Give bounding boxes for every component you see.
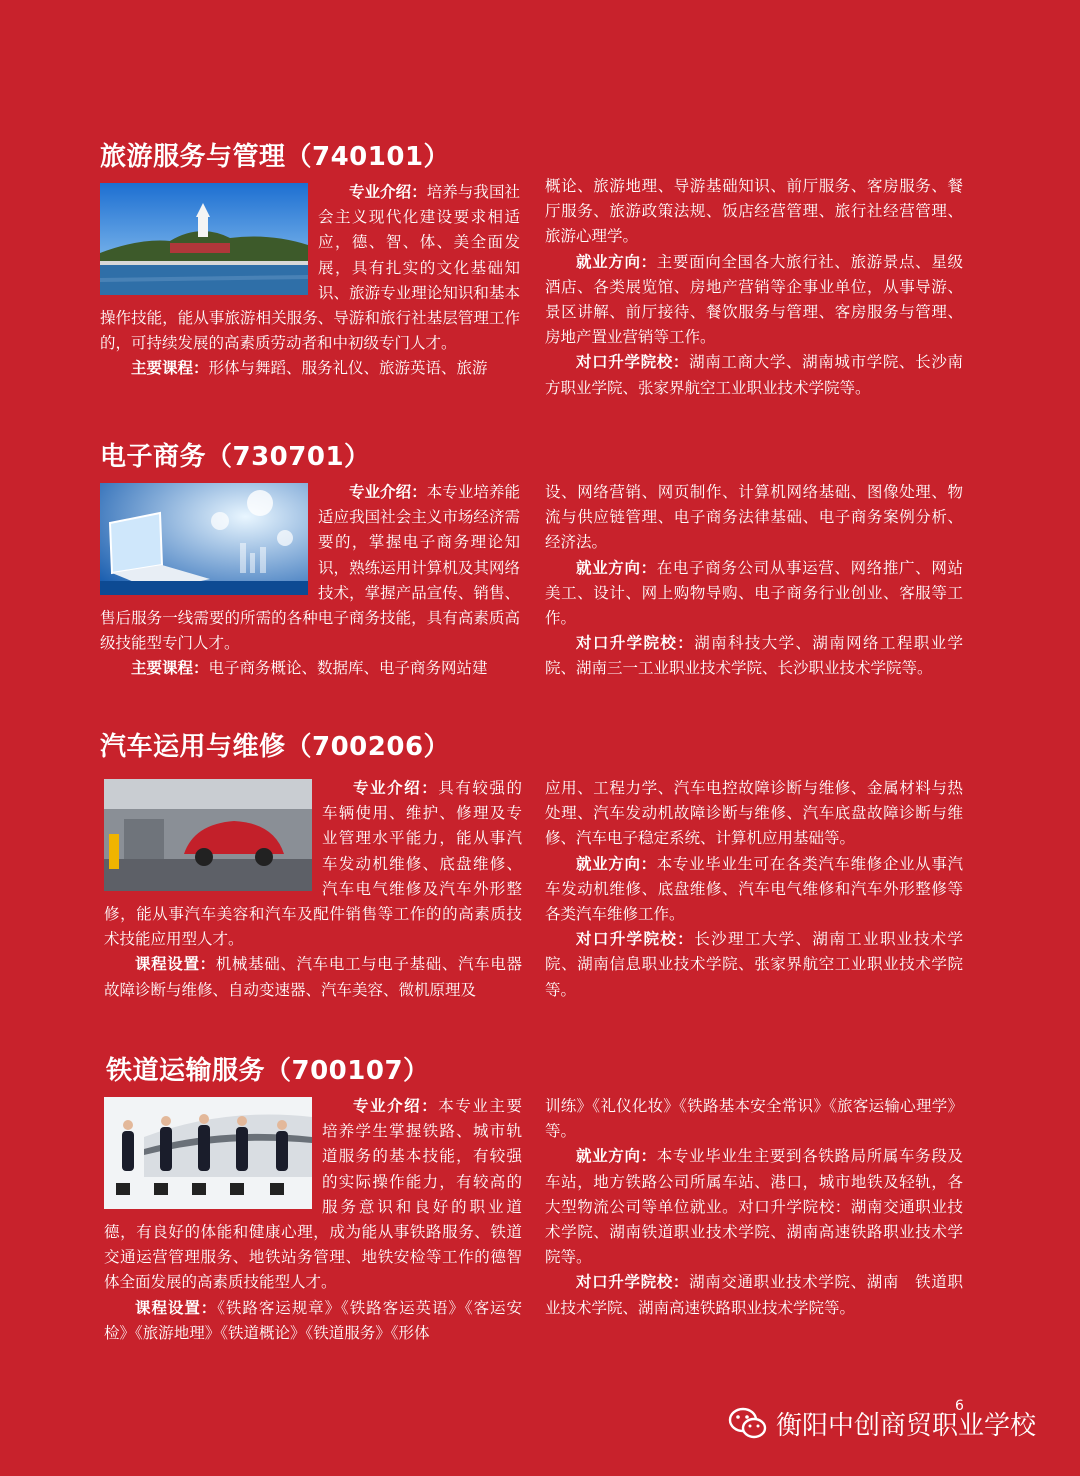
railway-photo (104, 1097, 312, 1209)
label: 专业介绍： (353, 779, 439, 797)
paragraph (100, 656, 520, 681)
left-column (104, 776, 522, 1003)
paragraph (545, 250, 963, 351)
section-title: 汽车运用与维修（700206） (100, 732, 451, 762)
text: 本专业主要培养学生掌握铁路、城市轨道服务的基本技能，有较强的实际操作能力，有较高的服务意识和良好的职业道德，有良好的体能和健康心理，成为能从事铁路服务、铁道交通运营管理服务、地铁站务管理、地铁安检等工作的德智体全面发展的高素质技能型人才。 (104, 1097, 522, 1292)
left-column (100, 180, 520, 382)
label: 专业介绍： (349, 483, 427, 501)
text: 主要面向全国各大旅行社、旅游景点、星级酒店、各类展览馆、房地产营销等企事业单位，从事导游、景区讲解、前厅接待、餐饮服务与管理、客房服务与管理、房地产置业营销等工作。 (545, 252, 963, 347)
text: 在电子商务公司从事运营、网络推广、网站美工、设计、网上购物导购、电子商务行业创业、客服等工作。 (545, 558, 963, 628)
text: 概论、旅游地理、导游基础知识、前厅服务、客房服务、餐厅服务、旅游政策法规、饭店经营管理、旅行社经营管理、旅游心理学。 (545, 177, 963, 246)
text: 应用、工程力学、汽车电控故障诊断与维修、金属材料与热处理、汽车发动机故障诊断与维修、汽车底盘故障诊断与维修、汽车电子稳定系统、计算机应用基础等。 (545, 779, 963, 848)
label: 对口升学院校： (576, 1273, 690, 1292)
text: 形体与舞蹈、服务礼仪、旅游英语、旅游 (208, 359, 488, 378)
paragraph (545, 852, 963, 928)
text: 湖南工商大学、湖南城市学院、长沙南方职业学院、张家界航空工业职业技术学院等。 (545, 353, 963, 397)
paragraph (545, 927, 963, 1003)
text: 《铁路客运规章》《铁路客运英语》《客运安检》《旅游地理》《铁道概论》《铁道服务》《形体 (104, 1298, 522, 1342)
text: 长沙理工大学、湖南工业职业技术学院、湖南信息职业技术学院、张家界航空工业职业技术学院等。 (545, 930, 963, 999)
text: 机械基础、汽车电工与电子基础、汽车电器故障诊断与维修、自动变速器、汽车美容、微机原理及 (104, 955, 522, 999)
right-column (545, 776, 963, 1003)
paragraph (545, 556, 963, 632)
footer-brand (728, 1405, 1036, 1442)
automotive-photo (104, 779, 312, 891)
paragraph (545, 1094, 963, 1144)
text: 本专业培养能适应我国社会主义市场经济需要的，掌握电子商务理论知识，熟练运用计算机及其网络技术，掌握产品宣传、销售、售后服务一线需要的所需的各种电子商务技能，具有高素质高级技能型专门人才。 (100, 483, 520, 653)
paragraph (545, 776, 963, 852)
label: 对口升学院校： (576, 353, 690, 372)
label: 就业方向： (576, 558, 657, 577)
text: 电子商务概论、数据库、电子商务网站建 (208, 659, 488, 678)
paragraph (104, 952, 522, 1002)
wechat-icon (728, 1407, 768, 1441)
paragraph (545, 174, 963, 250)
right-column (545, 174, 963, 401)
label: 课程设置： (135, 955, 216, 974)
text: 湖南科技大学、湖南网络工程职业学院、湖南三一工业职业技术学院、长沙职业技术学院等。 (545, 634, 963, 678)
label: 就业方向： (576, 854, 657, 873)
paragraph (104, 1296, 522, 1346)
tourism-photo (100, 183, 308, 295)
paragraph (100, 356, 520, 381)
label: 专业介绍： (353, 1097, 439, 1115)
text: 本专业毕业生可在各类汽车维修企业从事汽车发动机维修、底盘维修、汽车电气维修和汽车外形整修等各类汽车维修工作。 (545, 854, 963, 924)
paragraph (545, 350, 963, 400)
paragraph (545, 480, 963, 556)
label: 专业介绍： (349, 183, 427, 201)
footer-text: 衡阳中创商贸职业学校 (776, 1411, 1037, 1441)
label: 就业方向： (576, 1147, 657, 1166)
section-title: 铁道运输服务（700107） (106, 1056, 430, 1086)
label: 课程设置： (135, 1298, 218, 1317)
page-number: 6 (955, 1398, 964, 1414)
label: 主要课程： (131, 359, 209, 378)
right-column (545, 480, 963, 682)
left-column (100, 480, 520, 682)
section-title: 电子商务（730701） (100, 442, 371, 472)
right-column (545, 1094, 963, 1321)
section-title: 旅游服务与管理（740101） (100, 142, 451, 172)
label: 对口升学院校： (576, 634, 695, 653)
paragraph (545, 1144, 963, 1270)
paragraph (545, 1270, 963, 1320)
text: 培养与我国社会主义现代化建设要求相适应，德、智、体、美全面发展，具有扎实的文化基础知识、旅游专业理论知识和基本操作技能，能从事旅游相关服务、导游和旅行社基层管理工作的，可持续发展的高素质劳动者和中初级专门人才。 (100, 183, 520, 353)
ecommerce-photo (100, 483, 308, 595)
label: 就业方向： (576, 252, 657, 271)
text: 训练》《礼仪化妆》《铁路基本安全常识》《旅客运输心理学》等。 (545, 1097, 963, 1141)
paragraph (545, 631, 963, 681)
label: 对口升学院校： (576, 930, 695, 949)
text: 设、网络营销、网页制作、计算机网络基础、图像处理、物流与供应链管理、电子商务法律基础、电子商务案例分析、经济法。 (545, 483, 963, 552)
left-column (104, 1094, 522, 1346)
text: 具有较强的车辆使用、维护、修理及专业管理水平能力，能从事汽车发动机维修、底盘维修、汽车电气维修及汽车外形整修，能从事汽车美容和汽车及配件销售等工作的的高素质技术技能应用型人才。 (104, 779, 522, 949)
text: 湖南交通职业技术学院、湖南 铁道职业技术学院、湖南高速铁路职业技术学院等。 (545, 1273, 963, 1317)
label: 主要课程： (131, 659, 209, 678)
text: 本专业毕业生主要到各铁路局所属车务段及车站，地方铁路公司所属车站、港口，城市地铁及轻轨，各大型物流公司等单位就业。对口升学院校：湖南交通职业技术学院、湖南铁道职业技术学院、湖南高速铁路职业技术学院等。 (545, 1147, 963, 1267)
